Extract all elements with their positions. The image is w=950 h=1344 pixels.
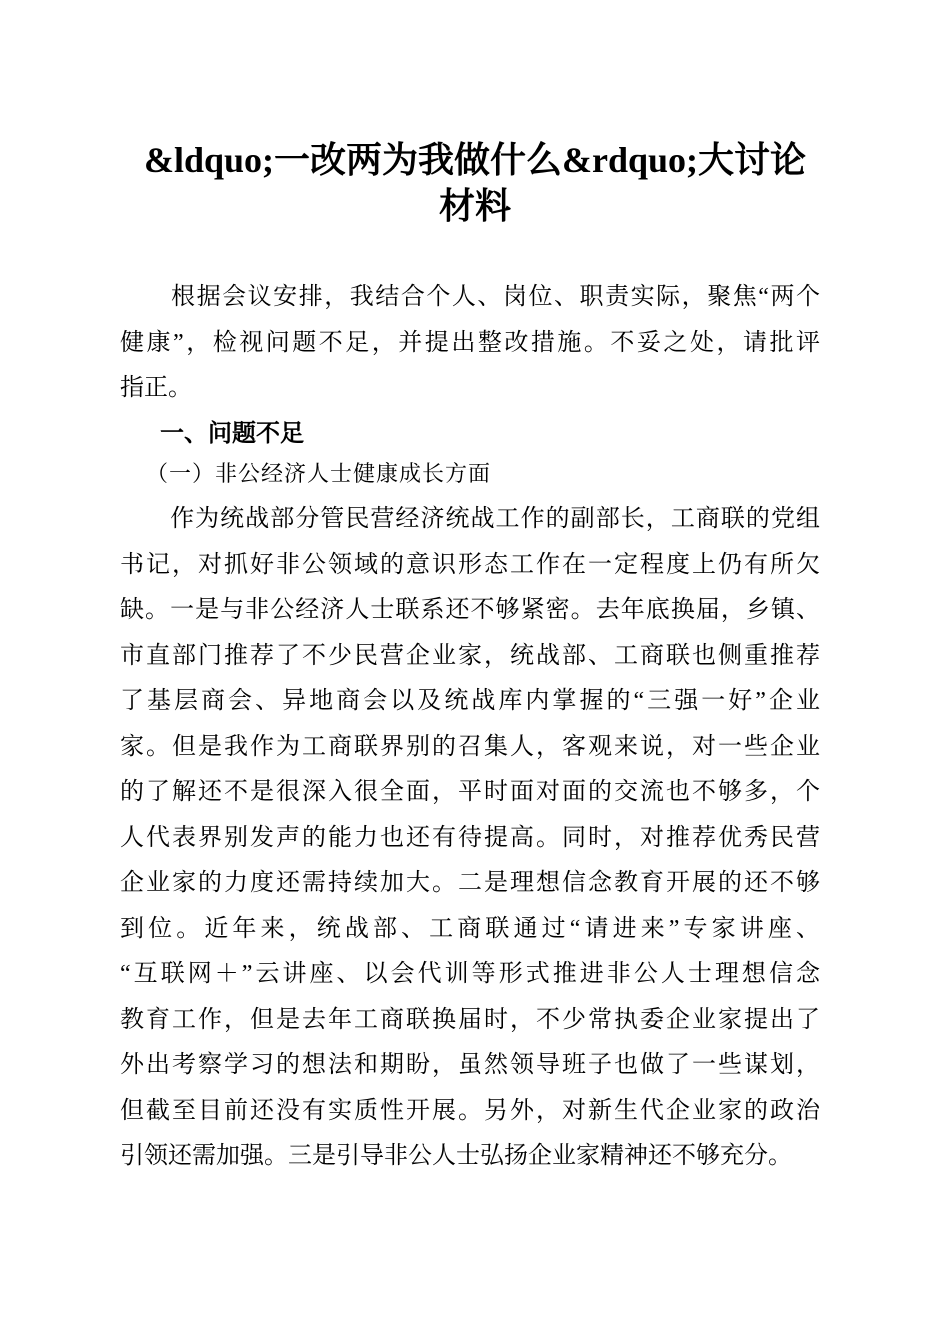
body-line: 了基层商会、异地商会以及统战库内掌握的“三强一好”企业 (120, 688, 820, 714)
body-line: 人代表界别发声的能力也还有待提高。同时，对推荐优秀民营 (120, 824, 820, 851)
body-line: 缺。一是与非公经济人士联系还不够紧密。去年底换届，乡镇、 (120, 597, 820, 623)
body-line: 的了解还不是很深入很全面，平时面对面的交流也不够多，个 (120, 779, 820, 805)
body-line: 外出考察学习的想法和期盼，虽然领导班子也做了一些谋划， (120, 1052, 820, 1078)
intro-line: 健康”，检视问题不足，并提出整改措施。不妥之处，请批评 (120, 330, 820, 356)
body-line: 但截至目前还没有实质性开展。另外，对新生代企业家的政治 (120, 1097, 820, 1124)
section-heading: 一、问题不足 (160, 419, 304, 447)
intro-line: 指正。 (120, 375, 192, 401)
subsection-heading: （一）非公经济人士健康成长方面 (146, 461, 492, 486)
body-line: 家。但是我作为工商联界别的召集人，客观来说，对一些企业 (120, 733, 820, 760)
body-line: 市直部门推荐了不少民营企业家，统战部、工商联也侧重推荐 (120, 642, 820, 669)
body-line: 书记，对抓好非公领域的意识形态工作在一定程度上仍有所欠 (120, 551, 820, 578)
body-line: 企业家的力度还需持续加大。二是理想信念教育开展的还不够 (120, 870, 820, 896)
intro-line: 根据会议安排，我结合个人、岗位、职责实际，聚焦“两个 (120, 284, 820, 310)
body-line: 作为统战部分管民营经济统战工作的副部长，工商联的党组 (120, 506, 820, 532)
body-line: 到位。近年来，统战部、工商联通过“请进来”专家讲座、 (120, 915, 820, 942)
body-line: 教育工作，但是去年工商联换届时，不少常执委企业家提出了 (120, 1006, 820, 1033)
title-line: &ldquo;一改两为我做什么&rdquo;大讨论 (143, 140, 807, 180)
document-title (100, 137, 850, 229)
body-line: 引领还需加强。三是引导非公人士弘扬企业家精神还不够充分。 (120, 1143, 792, 1169)
body-line: “互联网＋”云讲座、以会代训等形式推进非公人士理想信念 (120, 961, 820, 987)
title-line: 材料 (438, 186, 511, 226)
